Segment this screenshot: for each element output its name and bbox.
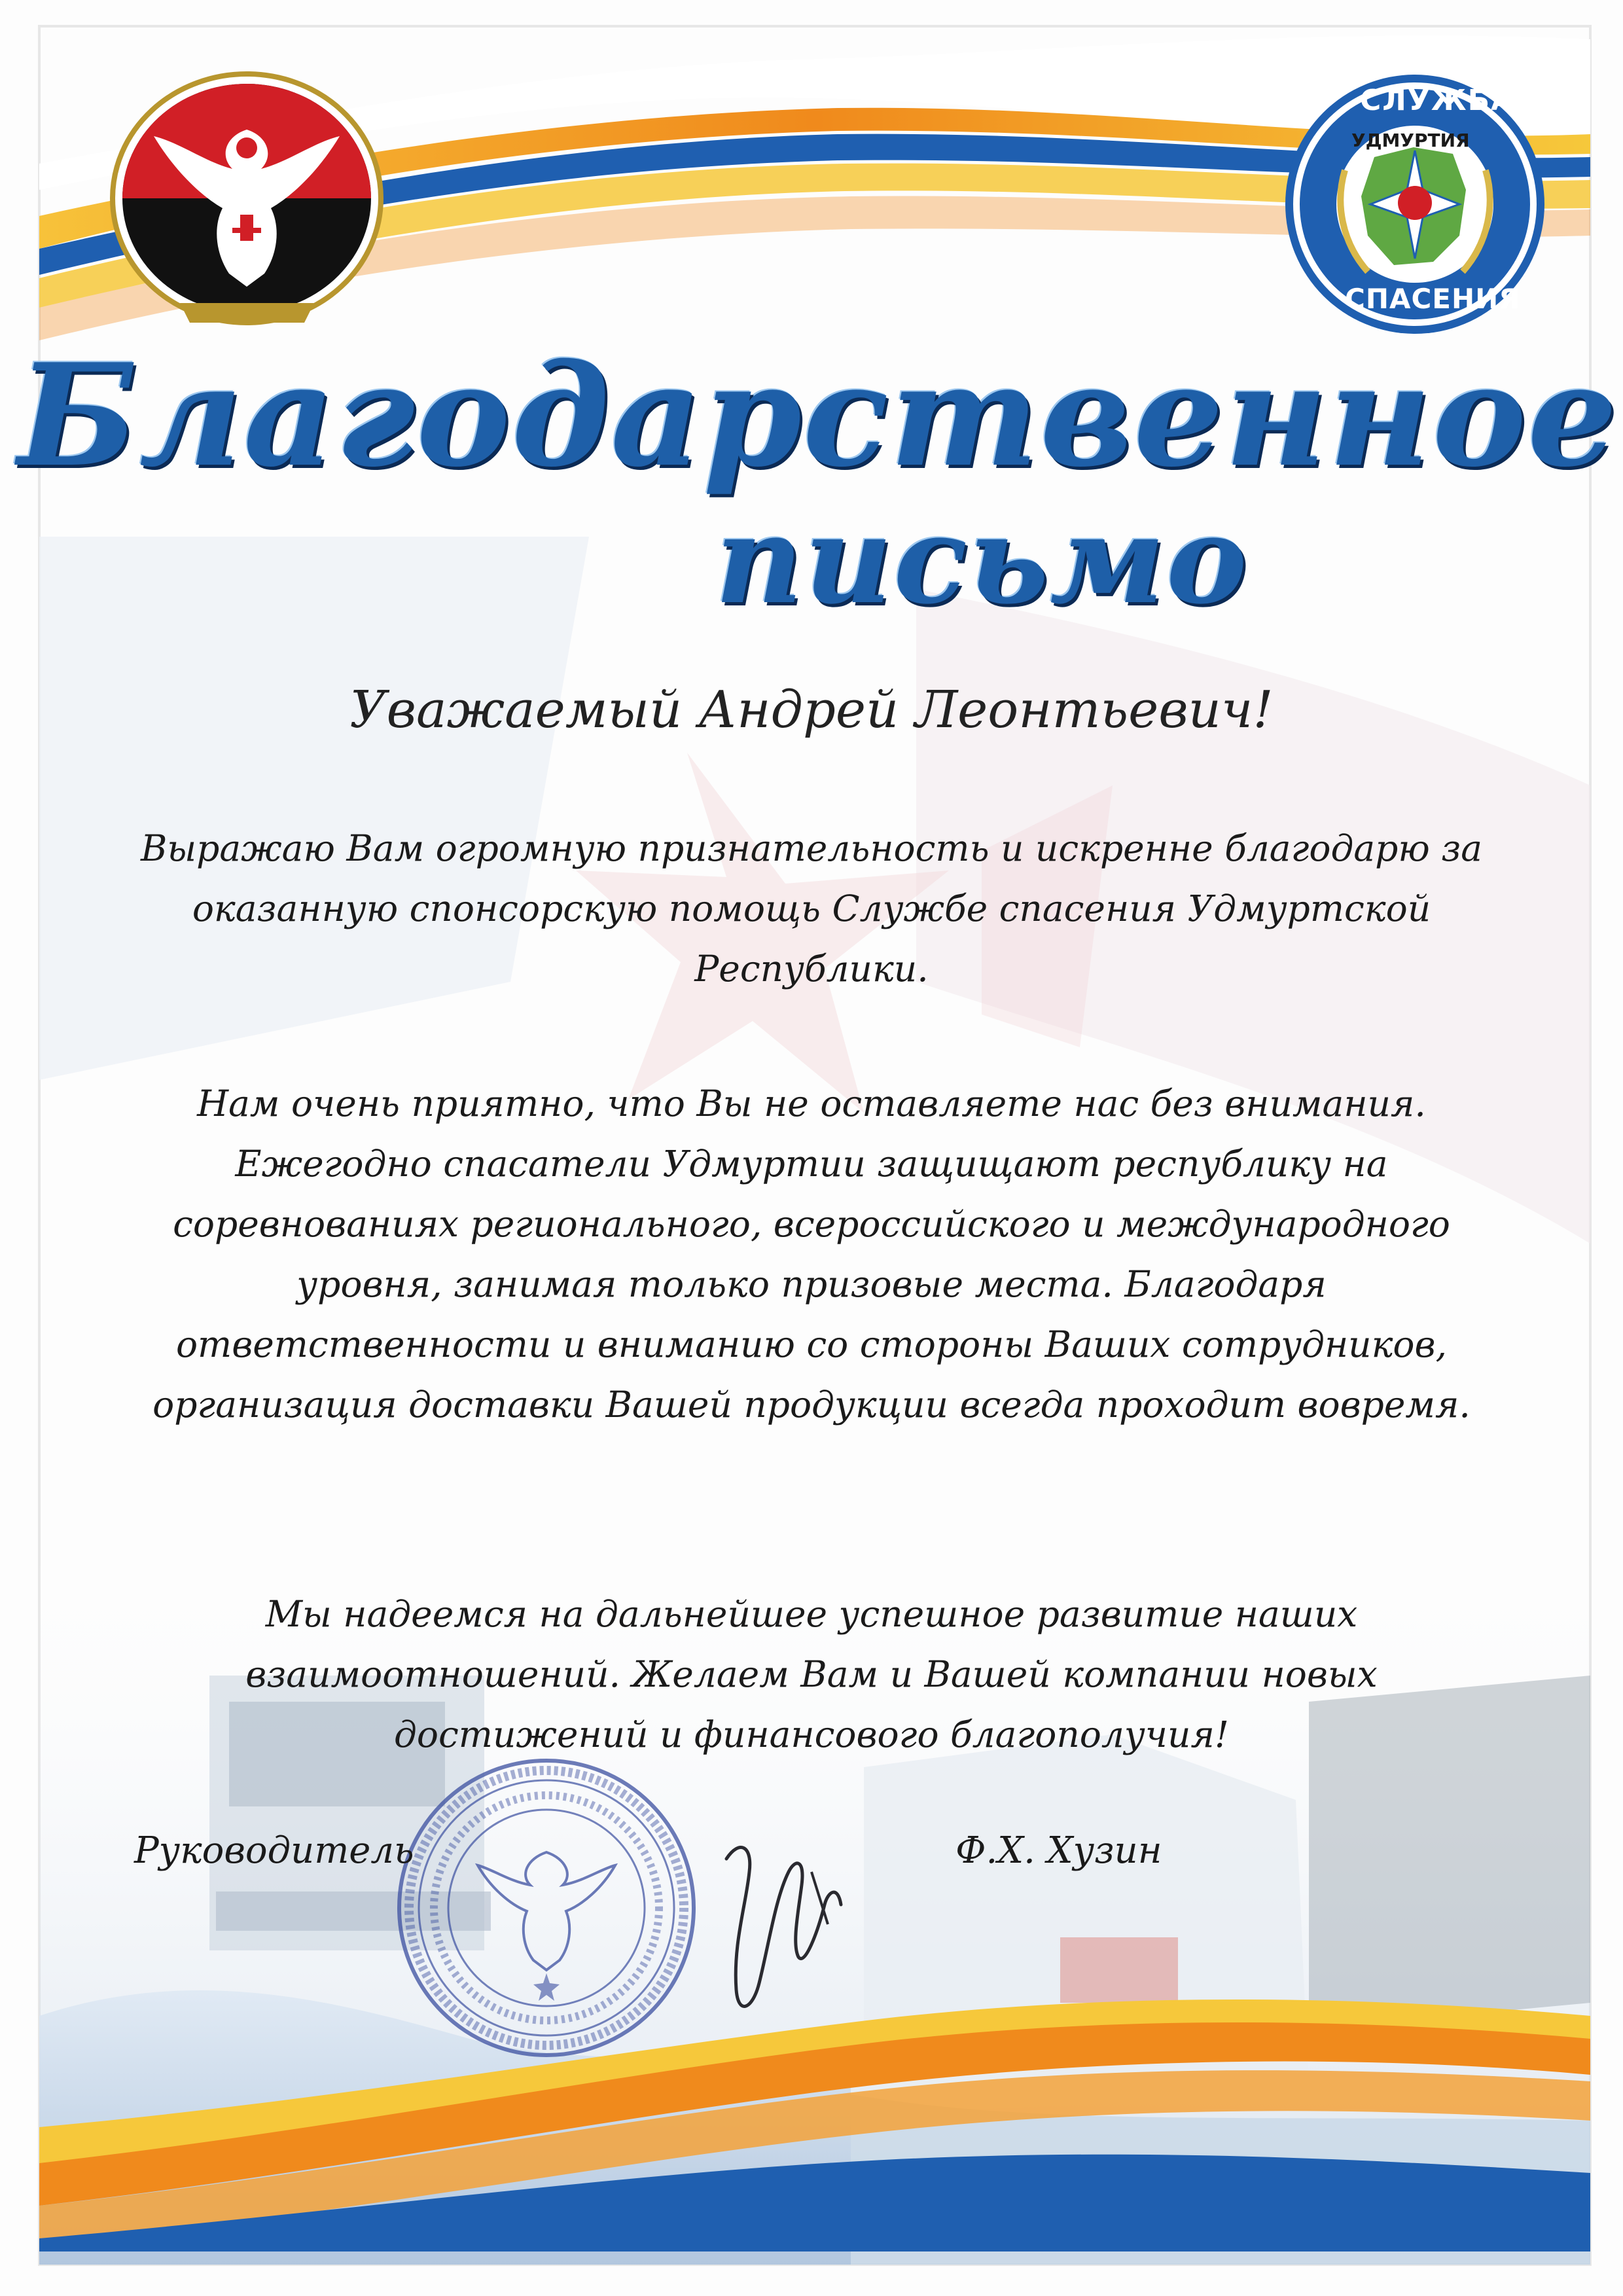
signer-role: Руководитель bbox=[134, 1829, 414, 1872]
rescue-emblem-bottom-text: СПАСЕНИЯ bbox=[1345, 283, 1521, 315]
certificate-title-second-line: письмо bbox=[715, 488, 1249, 631]
signer-name: Ф.Х. Хузин bbox=[955, 1829, 1162, 1872]
paragraph-achievements: Нам очень приятно, что Вы не оставляете нас без внимания. Ежегодно спасатели Удмуртии защищают республику на соревнованиях регионального, всероссийского и международного уровня, занимая только призовые места. Благодаря ответственности и вниманию со стороны Ваших сотрудников, организация доставки Вашей продукции всегда проходит вовремя. bbox=[152, 1083, 1471, 1426]
rescue-emblem-top-text: СЛУЖБА bbox=[1360, 84, 1515, 117]
handwritten-signature bbox=[713, 1833, 851, 2029]
paragraph-wishes: Мы надеемся на дальнейшее успешное развитие наших взаимоотношений. Желаем Вам и Вашей компании новых достижений и финансового благополучия! bbox=[245, 1593, 1378, 1755]
official-round-stamp-icon bbox=[393, 1754, 700, 2062]
rescue-emblem-middle-text: УДМУРТИЯ bbox=[1351, 130, 1470, 151]
greeting: Уважаемый Андрей Леонтьевич! bbox=[349, 681, 1274, 740]
certificate-title: Благодарственное bbox=[18, 332, 1618, 498]
paragraph-gratitude: Выражаю Вам огромную признательность и искренне благодарю за оказанную спонсорскую помощь Службе спасения Удмуртской Республики. bbox=[140, 827, 1483, 990]
udmurtia-coat-of-arms-icon bbox=[108, 71, 386, 332]
